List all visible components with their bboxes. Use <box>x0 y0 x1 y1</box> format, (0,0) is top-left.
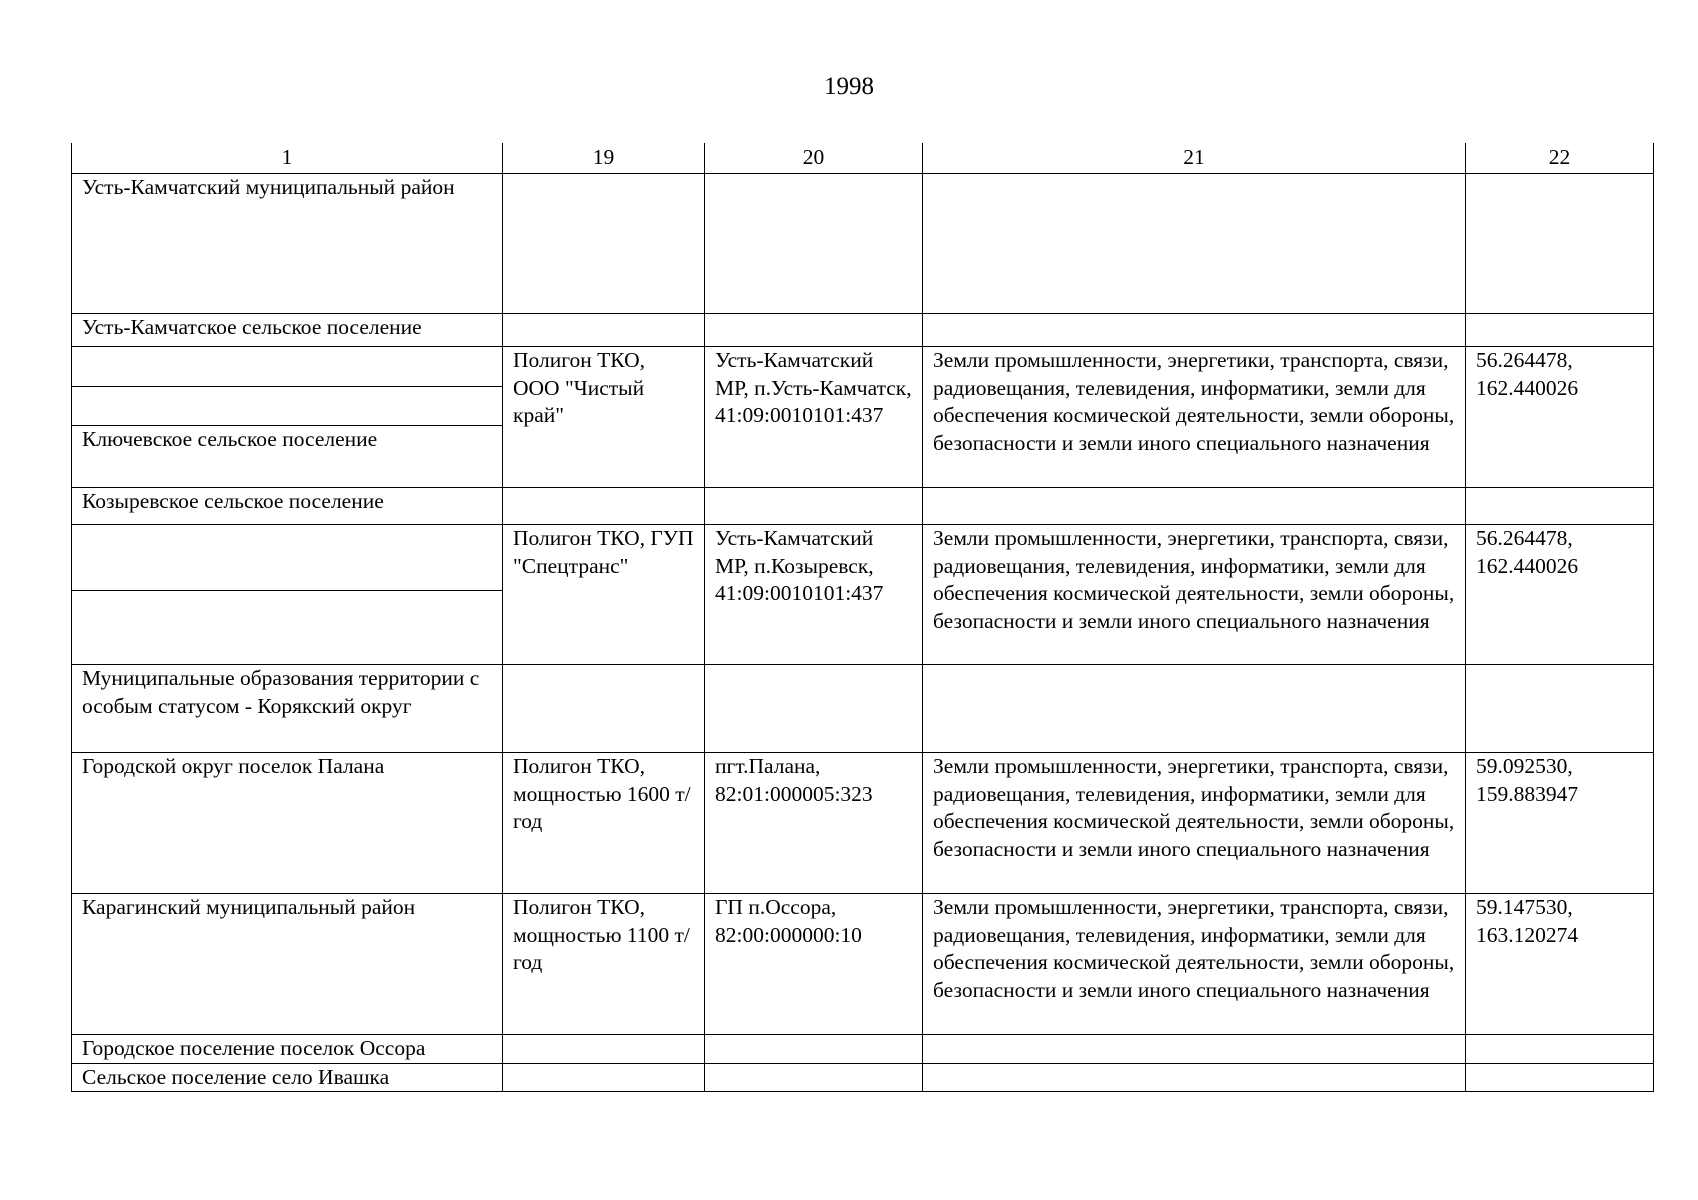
municipality-name: Ключевское сельское поселение <box>72 426 503 488</box>
table-row <box>72 753 1654 894</box>
municipality-name: Городское поселение поселок Оссора <box>72 1035 503 1064</box>
facility-object: Полигон ТКО, мощностью 1100 т/год <box>503 894 705 1035</box>
facility-address: пгт.Палана, 82:01:000005:323 <box>705 753 923 894</box>
land-category: Земли промышленности, энергетики, транспорта, связи, радиовещания, телевидения, информатики, земли для обеспечения космической деятельности, земли обороны, безопасности и земли иного специального назначения <box>923 525 1466 665</box>
facility-object: Полигон ТКО, мощностью 1600 т/год <box>503 753 705 894</box>
column-header-22: 22 <box>1466 143 1654 174</box>
table-row <box>72 488 1654 525</box>
page-number: 1998 <box>824 73 874 100</box>
land-category: Земли промышленности, энергетики, транспорта, связи, радиовещания, телевидения, информатики, земли для обеспечения космической деятельности, земли обороны, безопасности и земли иного специального назначения <box>923 347 1466 488</box>
municipality-name: Козыревское сельское поселение <box>72 488 503 525</box>
municipality-name: Сельское поселение село Ивашка <box>72 1063 503 1092</box>
table-row <box>72 525 1654 591</box>
table-row <box>72 1063 1654 1092</box>
column-header-19: 19 <box>503 143 705 174</box>
municipality-name: Городской округ поселок Палана <box>72 753 503 894</box>
table-header-row <box>72 143 1654 174</box>
table-row <box>72 347 1654 387</box>
coordinates: 56.264478, 162.440026 <box>1466 525 1654 665</box>
facility-address: ГП п.Оссора, 82:00:000000:10 <box>705 894 923 1035</box>
table-row <box>72 174 1654 314</box>
coordinates: 59.147530, 163.120274 <box>1466 894 1654 1035</box>
land-category: Земли промышленности, энергетики, транспорта, связи, радиовещания, телевидения, информатики, земли для обеспечения космической деятельности, земли обороны, безопасности и земли иного специального назначения <box>923 753 1466 894</box>
facility-object: Полигон ТКО, ООО "Чистый край" <box>503 347 705 488</box>
municipality-name: Карагинский муниципальный район <box>72 894 503 1035</box>
coordinates: 56.264478, 162.440026 <box>1466 347 1654 488</box>
municipality-name: Усть-Камчатское сельское поселение <box>72 314 503 347</box>
document-table <box>71 143 1654 1092</box>
column-header-20: 20 <box>705 143 923 174</box>
table-row <box>72 1035 1654 1064</box>
municipality-name: Муниципальные образования территории с особым статусом - Корякский округ <box>72 665 503 753</box>
facility-object: Полигон ТКО, ГУП "Спецтранс" <box>503 525 705 665</box>
table-row <box>72 314 1654 347</box>
table-row <box>72 894 1654 1035</box>
land-category: Земли промышленности, энергетики, транспорта, связи, радиовещания, телевидения, информатики, земли для обеспечения космической деятельности, земли обороны, безопасности и земли иного специального назначения <box>923 894 1466 1035</box>
facility-address: Усть-Камчатский МР, п.Усть-Камчатск, 41:09:0010101:437 <box>705 347 923 488</box>
facility-address: Усть-Камчатский МР, п.Козыревск, 41:09:0010101:437 <box>705 525 923 665</box>
table-row <box>72 665 1654 753</box>
coordinates: 59.092530, 159.883947 <box>1466 753 1654 894</box>
column-header-1: 1 <box>72 143 503 174</box>
column-header-21: 21 <box>923 143 1466 174</box>
municipality-name: Усть-Камчатский муниципальный район <box>72 174 503 314</box>
